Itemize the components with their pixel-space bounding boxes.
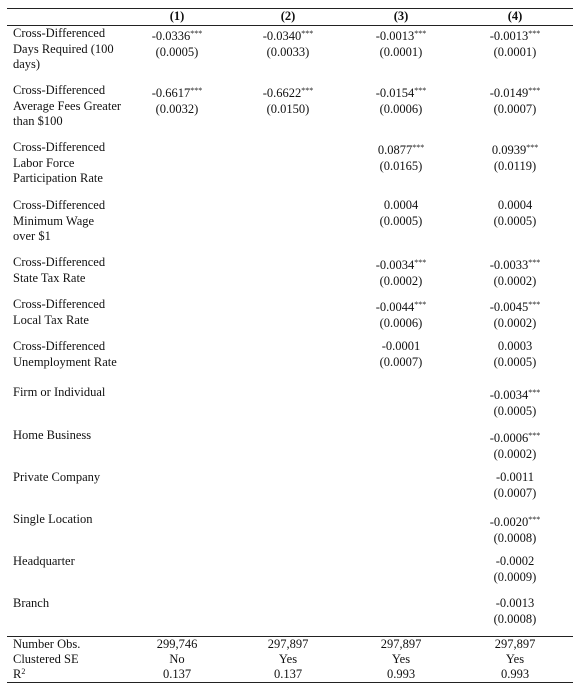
coefficient-value: [460, 339, 570, 355]
row-label: Cross-Differenced Unemployment Rate: [13, 339, 117, 369]
footer-value: 0.993: [500, 667, 530, 681]
standard-error: (0.0005): [493, 354, 537, 369]
coefficient-number: -0.0336: [151, 29, 191, 43]
coefficient-cell: [122, 26, 232, 60]
coefficient-number: 0.0004: [497, 198, 533, 212]
coefficient-number: 0.0003: [497, 339, 533, 353]
coefficient-number: -0.0044: [375, 300, 415, 314]
significance-stars: ***: [414, 258, 427, 267]
row-label: Cross-Differenced Average Fees Greater than $100: [13, 83, 122, 128]
coefficient-number: -0.0340: [262, 29, 302, 43]
coefficient-cell: [346, 140, 456, 174]
coefficient-number: -0.0011: [495, 470, 535, 484]
significance-stars: ***: [301, 29, 314, 38]
coefficient-value: [233, 26, 343, 45]
footer-value: Yes: [278, 652, 298, 666]
coefficient-number: -0.0002: [495, 554, 535, 568]
coefficient-number: -0.0149: [489, 86, 529, 100]
coefficient-cell: [346, 339, 456, 370]
coefficient-number: -0.6622: [262, 86, 302, 100]
bottom-rule: [7, 682, 573, 683]
coefficient-number: 0.0877: [377, 143, 413, 157]
coefficient-cell: [122, 83, 232, 117]
significance-stars: ***: [526, 143, 539, 152]
coefficient-cell: [346, 297, 456, 331]
significance-stars: ***: [528, 258, 541, 267]
row-label: Cross-Differenced Days Required (100 days): [13, 26, 114, 71]
superscript: 2: [21, 667, 26, 676]
coefficient-value: [346, 83, 456, 102]
column-header: (1): [169, 9, 185, 23]
standard-error: (0.0165): [379, 158, 423, 173]
coefficient-number: -0.0006: [489, 431, 529, 445]
significance-stars: ***: [190, 86, 203, 95]
significance-stars: ***: [301, 86, 314, 95]
standard-error: (0.0008): [493, 530, 537, 545]
row-label: Firm or Individual: [13, 385, 106, 399]
coefficient-value: [346, 297, 456, 316]
coefficient-value: [346, 339, 456, 355]
row-label: Home Business: [13, 428, 92, 442]
footer-value: 297,897: [380, 637, 422, 651]
standard-error: (0.0001): [379, 44, 423, 59]
coefficient-cell: [346, 198, 456, 229]
standard-error: (0.0006): [379, 101, 423, 116]
footer-label: [13, 667, 131, 683]
standard-error: (0.0001): [493, 44, 537, 59]
coefficient-cell: [233, 83, 343, 117]
row-label: Single Location: [13, 512, 93, 526]
coefficient-cell: [460, 198, 570, 229]
standard-error: (0.0007): [379, 354, 423, 369]
standard-error: (0.0002): [493, 273, 537, 288]
coefficient-value: [122, 26, 232, 45]
coefficient-cell: [346, 255, 456, 289]
coefficient-number: -0.6617: [151, 86, 191, 100]
coefficient-cell: [460, 255, 570, 289]
footer-value: No: [169, 652, 185, 666]
footer-label: [13, 652, 131, 668]
significance-stars: ***: [528, 300, 541, 309]
coefficient-value: [460, 297, 570, 316]
coefficient-cell: [346, 83, 456, 117]
coefficient-number: -0.0020: [489, 515, 529, 529]
coefficient-number: 0.0939: [491, 143, 527, 157]
row-label: Cross-Differenced State Tax Rate: [13, 255, 106, 285]
coefficient-cell: [460, 26, 570, 60]
coefficient-cell: [460, 512, 570, 546]
coefficient-value: [346, 140, 456, 159]
significance-stars: ***: [528, 431, 541, 440]
coefficient-value: [460, 385, 570, 404]
column-header: (4): [507, 9, 523, 23]
standard-error: (0.0007): [493, 101, 537, 116]
footer-value: 299,746: [156, 637, 198, 651]
coefficient-cell: [460, 83, 570, 117]
coefficient-value: [460, 596, 570, 612]
coefficient-value: [460, 83, 570, 102]
significance-stars: ***: [414, 300, 427, 309]
standard-error: (0.0150): [266, 101, 310, 116]
coefficient-cell: [233, 26, 343, 60]
standard-error: (0.0005): [493, 213, 537, 228]
significance-stars: ***: [528, 29, 541, 38]
coefficient-number: -0.0034: [489, 388, 529, 402]
footer-label-text: R: [13, 667, 22, 681]
footer-value: 0.137: [162, 667, 192, 681]
footer-value: 297,897: [267, 637, 309, 651]
footer-value: 0.993: [386, 667, 416, 681]
standard-error: (0.0005): [379, 213, 423, 228]
footer-label: [13, 637, 131, 653]
coefficient-cell: [460, 554, 570, 585]
coefficient-cell: [346, 26, 456, 60]
footer-value: 0.137: [273, 667, 303, 681]
standard-error: (0.0005): [155, 44, 199, 59]
standard-error: (0.0005): [493, 403, 537, 418]
row-label: Cross-Differenced Labor Force Participation Rate: [13, 140, 106, 185]
standard-error: (0.0002): [379, 273, 423, 288]
coefficient-value: [460, 470, 570, 486]
significance-stars: ***: [190, 29, 203, 38]
coefficient-number: -0.0154: [375, 86, 415, 100]
column-header: (3): [393, 9, 409, 23]
footer-value: Yes: [505, 652, 525, 666]
coefficient-value: [460, 428, 570, 447]
significance-stars: ***: [412, 143, 425, 152]
standard-error: (0.0002): [493, 315, 537, 330]
coefficient-value: [346, 26, 456, 45]
row-label: Cross-Differenced Local Tax Rate: [13, 297, 106, 327]
standard-error: (0.0006): [379, 315, 423, 330]
standard-error: (0.0009): [493, 569, 537, 584]
coefficient-value: [346, 255, 456, 274]
coefficient-value: [233, 83, 343, 102]
coefficient-cell: [460, 428, 570, 462]
footer-value: 297,897: [494, 637, 536, 651]
standard-error: (0.0033): [266, 44, 310, 59]
footer-value: Yes: [391, 652, 411, 666]
row-label: Private Company: [13, 470, 101, 484]
footer-label-text: Number Obs.: [13, 637, 81, 651]
coefficient-number: -0.0013: [489, 29, 529, 43]
standard-error: (0.0032): [155, 101, 199, 116]
significance-stars: ***: [528, 86, 541, 95]
coefficient-number: -0.0045: [489, 300, 529, 314]
coefficient-cell: [460, 596, 570, 627]
coefficient-value: [346, 198, 456, 214]
coefficient-number: -0.0013: [495, 596, 535, 610]
coefficient-cell: [460, 140, 570, 174]
coefficient-number: -0.0034: [375, 258, 415, 272]
coefficient-cell: [460, 297, 570, 331]
coefficient-cell: [460, 470, 570, 501]
coefficient-cell: [460, 385, 570, 419]
column-header: (2): [280, 9, 296, 23]
coefficient-number: -0.0033: [489, 258, 529, 272]
significance-stars: ***: [528, 515, 541, 524]
coefficient-value: [460, 255, 570, 274]
row-label: Cross-Differenced Minimum Wage over $1: [13, 198, 106, 243]
coefficient-number: -0.0013: [375, 29, 415, 43]
coefficient-value: [460, 140, 570, 159]
standard-error: (0.0008): [493, 611, 537, 626]
coefficient-number: 0.0004: [383, 198, 419, 212]
significance-stars: ***: [414, 86, 427, 95]
significance-stars: ***: [528, 388, 541, 397]
coefficient-value: [460, 554, 570, 570]
row-label: Branch: [13, 596, 50, 610]
standard-error: (0.0002): [493, 446, 537, 461]
standard-error: (0.0119): [493, 158, 537, 173]
footer-label-text: Clustered SE: [13, 652, 79, 666]
coefficient-value: [460, 512, 570, 531]
row-label: Headquarter: [13, 554, 75, 568]
coefficient-value: [122, 83, 232, 102]
coefficient-cell: [460, 339, 570, 370]
coefficient-number: -0.0001: [381, 339, 421, 353]
significance-stars: ***: [414, 29, 427, 38]
standard-error: (0.0007): [493, 485, 537, 500]
coefficient-value: [460, 198, 570, 214]
coefficient-value: [460, 26, 570, 45]
